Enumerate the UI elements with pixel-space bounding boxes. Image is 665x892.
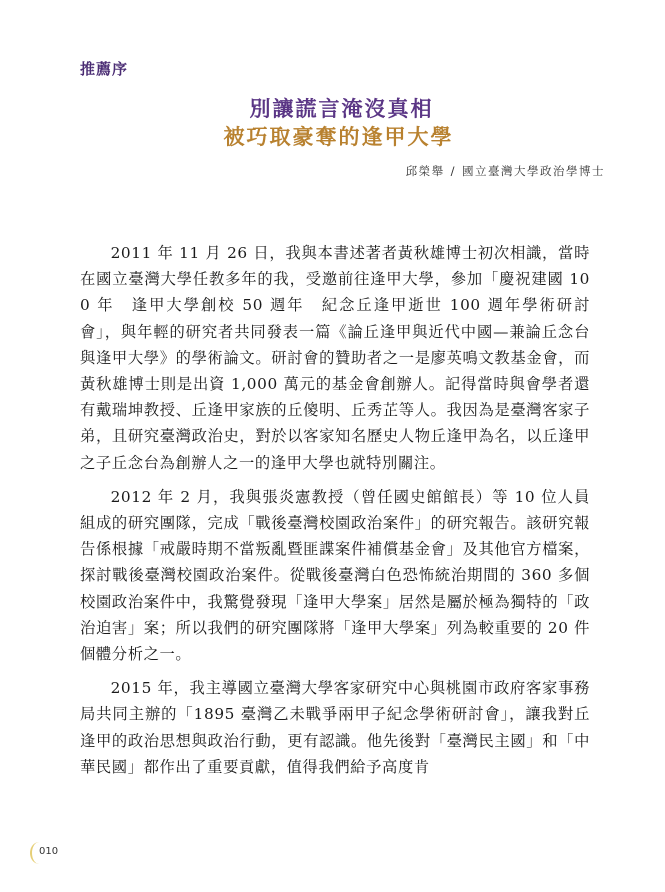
page-number-text: 010 xyxy=(39,846,59,857)
author-affiliation: 國立臺灣大學政治學博士 xyxy=(462,164,605,178)
page-number xyxy=(30,842,70,864)
byline xyxy=(406,163,605,179)
byline-separator: / xyxy=(450,164,456,178)
paragraph-1: 2011 年 11 月 26 日，我與本書述著者黃秋雄博士初次相識，當時在國立臺灣大學任教多年的我，受邀前往逢甲大學，參加「慶祝建國 100 年 逢甲大學創校 50 週年 紀念丘逢甲逝世 100 週年學術研討會」，與年輕的研究者共同發表一篇《論丘逢甲與近代中國—兼論丘念台與逢甲大學》的學術論文。研討會的贊助者之一是廖英鳴文教基金會，而黃秋雄博士則是出資 1,000 萬元的基金會創辦人。記得當時與會學者還有戴瑞坤教授、丘逢甲家族的丘傻明、丘秀芷等人。我因為是臺灣客家子弟，且研究臺灣政治史，對於以客家知名歷史人物丘逢甲為名，以丘逢甲之子丘念台為創辦人之一的逢甲大學也就特別關注。 xyxy=(80,244,590,472)
section-label: 推薦序 xyxy=(80,60,129,78)
author-name: 邱榮舉 xyxy=(405,164,445,178)
title-line-2: 被巧取豪奪的逢甲大學 xyxy=(223,125,454,149)
body-text xyxy=(80,240,590,788)
title-line-1: 別讓謊言淹沒真相 xyxy=(249,97,434,121)
paragraph-2: 2012 年 2 月，我與張炎憲教授（曾任國史館館長）等 10 位人員組成的研究團隊，完成「戰後臺灣校園政治案件」的研究報告。該研究報告係根據「戒嚴時期不當叛亂暨匪諜案件補償基金會」及其他官方檔案，探討戰後臺灣校園政治案件。從戰後臺灣白色恐怖統治期間的 360 多個校園政治案件中，我驚覺發現「逢甲大學案」居然是屬於極為獨特的「政治迫害」案；所以我們的研究團隊將「逢甲大學案」列為較重要的 20 件個體分析之一。 xyxy=(80,487,590,664)
paragraph-3: 2015 年，我主導國立臺灣大學客家研究中心與桃園市政府客家事務局共同主辦的「1895 臺灣乙未戰爭兩甲子紀念學術研討會」，讓我對丘逢甲的政治思想與政治行動，更有認識。他先後對「臺灣民主國」和「中華民國」都作出了重要貢獻，值得我們給予高度肯 xyxy=(80,679,590,776)
